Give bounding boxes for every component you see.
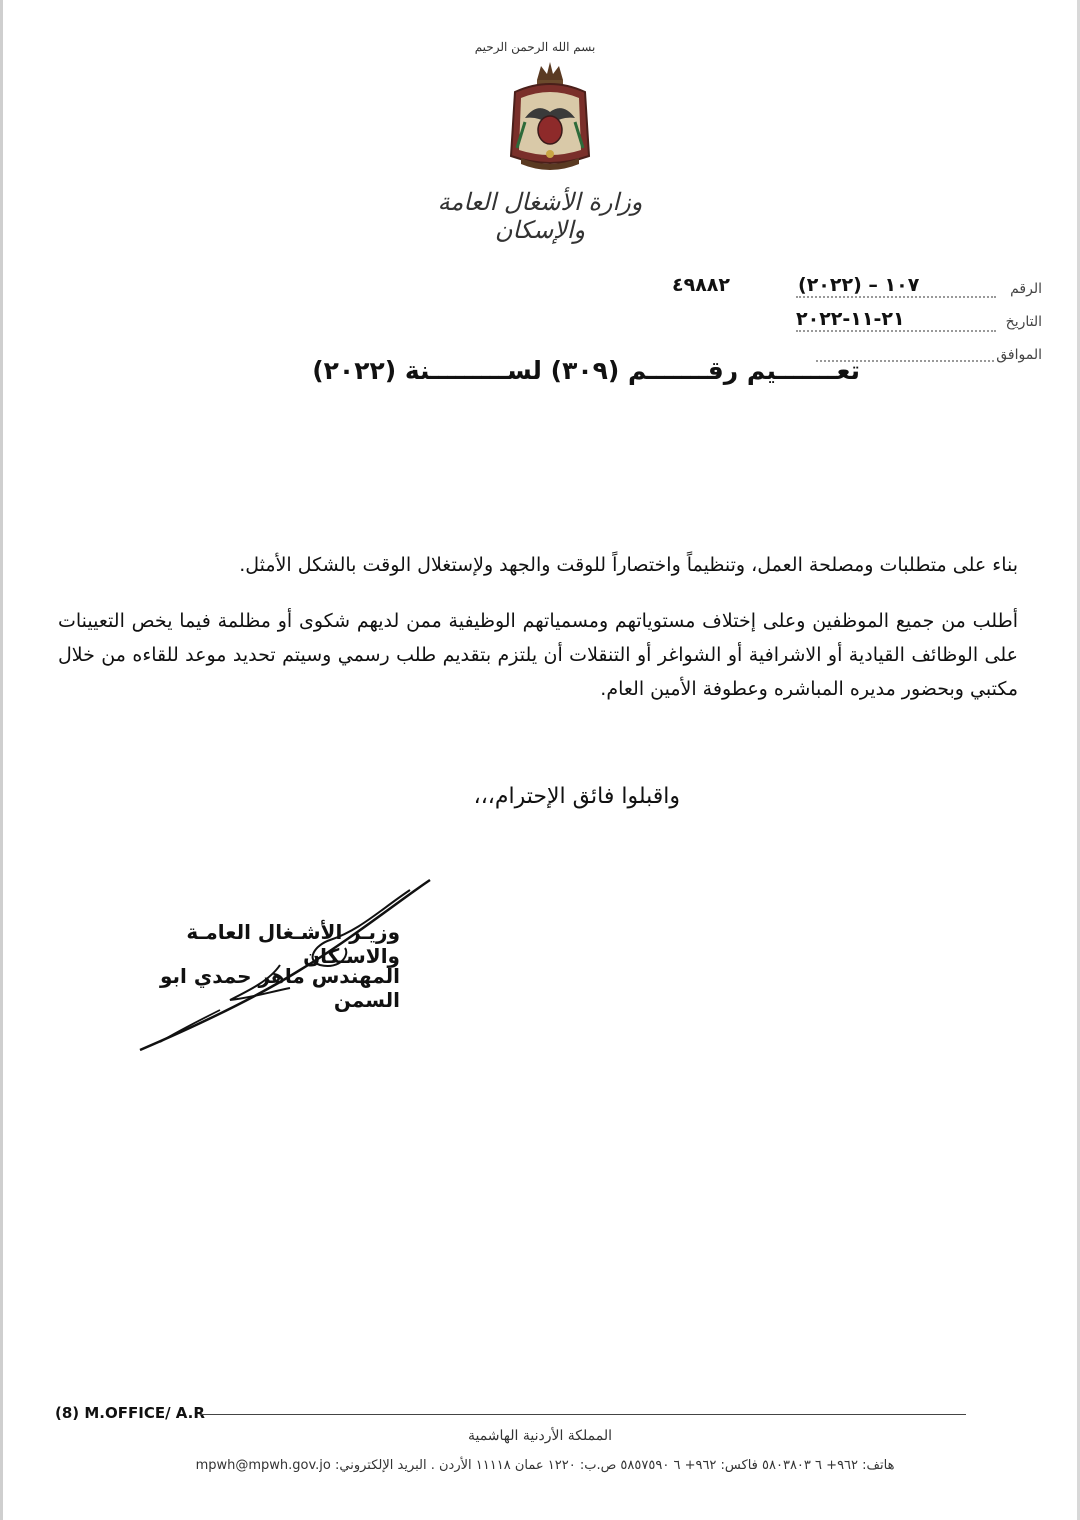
ministry-name: وزارة الأشغال العامة والإسكان	[437, 188, 643, 244]
number-value: ١٠٧ – (٢٠٢٢)	[798, 274, 920, 296]
contact-info: هاتف: ٩٦٢+ ٦ ٥٨٠٣٨٠٣ فاكس: ٩٦٢+ ٦ ٥٨٥٧٥٩٠ ص.ب: ١٢٢٠ عمان ١١١١٨ الأردن . البريد الإلكتروني: mpwh@mpwh.gov.jo	[195, 1458, 895, 1473]
corresponding-label: الموافق	[996, 347, 1042, 363]
page-edge-left	[0, 0, 3, 1520]
number-dotline	[796, 296, 996, 298]
body-paragraph-2: أطلب من جميع الموظفين وعلى إختلاف مستوياتهم ومسمياتهم الوظيفية ممن لديهم شكوى أو مظلمة فيما يخص التعيينات على الوظائف القيادية أو الاشرافية أو الشواغر أو التنقلات أن يلتزم بتقديم طلب رسمي وسيتم تحديد موعد للقاءه من خلال مكتبي وبحضور مديره المباشره وعطوفة الأمين العام.	[58, 610, 1018, 700]
date-dotline	[796, 330, 996, 332]
circular-title: تعـــــــيم رقـــــــم (٣٠٩) لســـــــــنة (٢٠٢٢)	[312, 356, 860, 385]
kingdom-name: المملكة الأردنية الهاشمية	[467, 1428, 613, 1444]
number-extra-value: ٤٩٨٨٢	[672, 274, 730, 296]
closing-line: واقبلوا فائق الإحترام،،،	[473, 784, 680, 809]
date-label: التاريخ	[1005, 314, 1042, 330]
coat-of-arms-icon	[495, 58, 605, 178]
basmala-text: بسم الله الرحمن الرحيم	[474, 40, 596, 54]
handwritten-signature-icon	[100, 870, 450, 1060]
minister-title: وزيـر الأشـغال العامـة والاسـكان	[186, 920, 400, 968]
footer-divider	[200, 1414, 966, 1415]
date-value: ٢١-١١-٢٠٢٢	[796, 308, 905, 330]
body-paragraph-1: بناء على متطلبات ومصلحة العمل، وتنظيماً واختصاراً للوقت والجهد ولإستغلال الوقت بالشكل الأمثل.	[239, 554, 1018, 576]
minister-name: المهندس ماهر حمدي ابو السمن	[160, 964, 400, 1012]
reference-code: (8) M.OFFICE/ A.R	[55, 1404, 205, 1422]
number-label: الرقم	[1010, 281, 1042, 297]
